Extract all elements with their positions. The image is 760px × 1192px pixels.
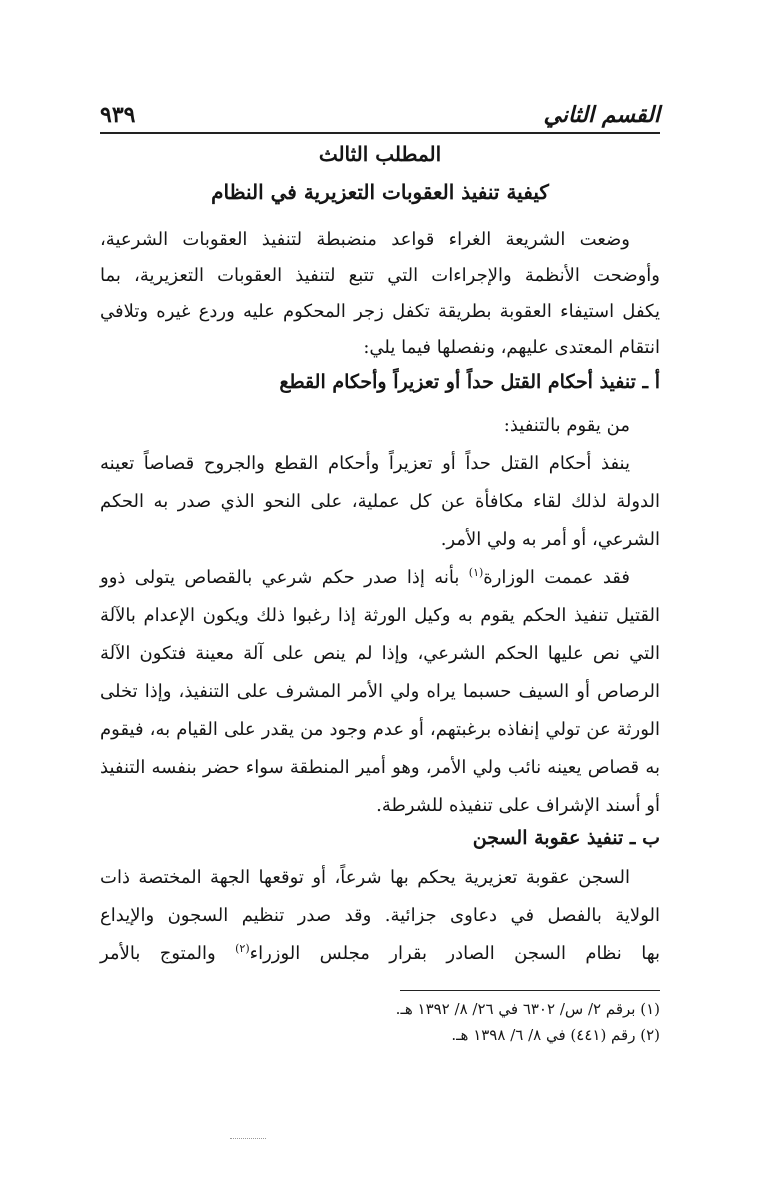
section-a-para2-line-6: به قصاص يعينه نائب ولي الأمر، وهو أمير المنطقة سواء حضر بنفسه التنفيذ [100, 757, 660, 778]
section-b-heading: ب ـ تنفيذ عقوبة السجن [472, 827, 660, 849]
intro-line-2: وأوضحت الأنظمة والإجراءات التي تتبع لتنفيذ العقوبات التعزيرية، بما [100, 265, 660, 286]
section-a-para2-line-4: الرصاص أو السيف حسبما يراه ولي الأمر المشرف على التنفيذ، وإذا تخلى [100, 681, 660, 702]
section-a-para2-line-2: القتيل تنفيذ الحكم يقوم به وكيل الورثة إذا رغبوا ذلك ويكون الإعدام بالآلة [100, 605, 660, 626]
section-a-para1-line-1: ينفذ أحكام القتل حداً أو تعزيراً وأحكام القطع والجروح قصاصاً تعينه [100, 453, 630, 474]
section-a-para2-line-1 [100, 560, 630, 596]
footnote-ref-1[interactable]: (١) [468, 566, 484, 579]
section-a-para2-line-3: التي نص عليها الحكم الشرعي، وإذا لم ينص على آلة معينة فتكون الآلة [100, 643, 660, 664]
intro-line-3: يكفل استيفاء العقوبة بطريقة تكفل زجر المحكوم عليه وردع غيره وتلافي [100, 301, 660, 322]
footnote-1: (١) برقم ٢/ س/ ٦٣٠٢ في ٢٦/ ٨/ ١٣٩٢ هـ. [395, 1000, 660, 1018]
para2-rest: بأنه إذا صدر حكم شرعي بالقصاص يتولى ذوو [100, 567, 469, 588]
section-a-para2-line-7: أو أسند الإشراف على تنفيذه للشرطة. [376, 795, 660, 816]
section-b-line-3-start: بها نظام السجن الصادر بقرار مجلس الوزراء [249, 943, 661, 964]
intro-line-4: انتقام المعتدى عليهم، ونفصلها فيما يلي: [363, 337, 660, 358]
header-rule [100, 132, 660, 134]
section-a-para2-line-5: الورثة عن تولي إنفاذه برغبتهم، أو عدم وجود من يقدر على القيام به، فيقوم [100, 719, 660, 740]
footnote-2: (٢) رقم (٤٤١) في ٨/ ٦/ ١٣٩٨ هـ. [451, 1026, 660, 1044]
who-executes-label: من يقوم بالتنفيذ: [503, 415, 630, 436]
chapter-subtitle: كيفية تنفيذ العقوبات التعزيرية في النظام [211, 180, 549, 204]
intro-line-1: وضعت الشريعة الغراء قواعد منضبطة لتنفيذ العقوبات الشرعية، [100, 229, 630, 250]
footnote-rule [400, 990, 660, 991]
section-name: القسم الثاني [543, 102, 660, 128]
section-b-line-1: السجن عقوبة تعزيرية يحكم بها شرعاً، أو توقعها الجهة المختصة ذات [100, 867, 630, 888]
chapter-title: المطلب الثالث [318, 142, 442, 166]
footnote-ref-2[interactable]: (٢) [235, 942, 250, 955]
page-number: ٩٣٩ [100, 102, 136, 128]
section-a-para1-line-2: الدولة لذلك لقاء مكافأة عن كل عملية، على النحو الذي صدر به الحكم [100, 491, 660, 512]
scan-mark [230, 1138, 266, 1139]
running-header [100, 100, 660, 134]
para2-start: فقد عممت الوزارة [483, 567, 630, 588]
section-a-heading: أ ـ تنفيذ أحكام القتل حداً أو تعزيراً وأحكام القطع [279, 371, 660, 393]
section-b-line-2: الولاية بالفصل في دعاوى جزائية. وقد صدر تنظيم السجون والإيداع [100, 905, 660, 926]
section-b-line-3-rest: والمتوج بالأمر [100, 943, 236, 964]
section-b-line-3 [100, 936, 660, 972]
section-a-para1-line-3: الشرعي، أو أمر به ولي الأمر. [440, 529, 660, 550]
